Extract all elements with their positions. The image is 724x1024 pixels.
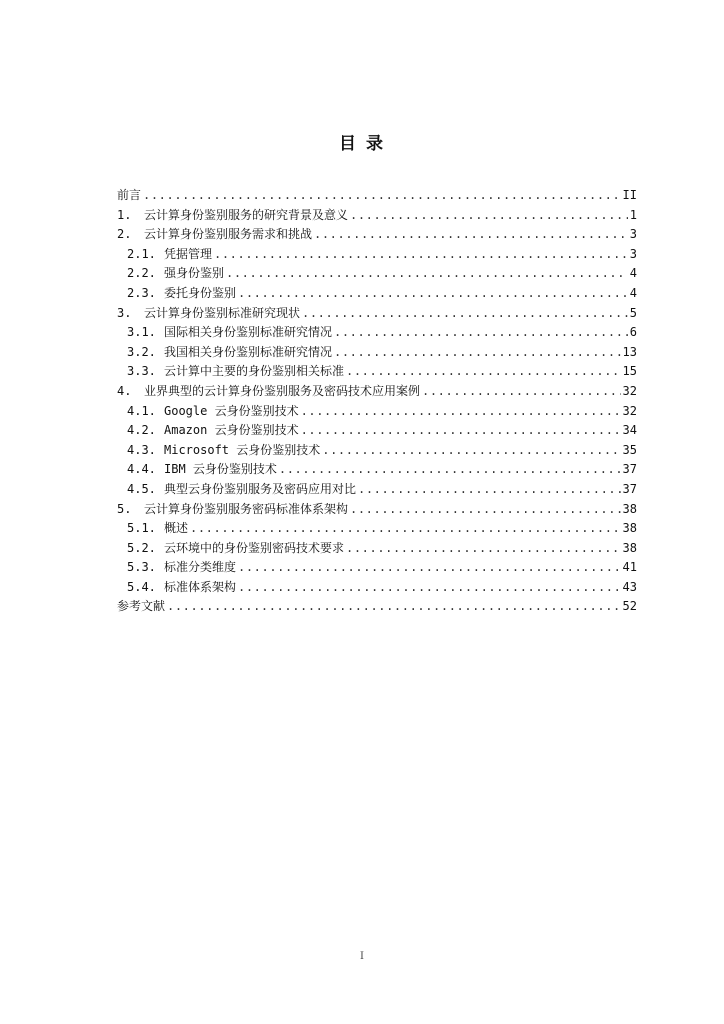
toc-entry[interactable] (117, 264, 637, 284)
toc-entry-title: Amazon 云身份鉴别技术 (164, 423, 299, 438)
toc-entry-page: 37 (622, 481, 637, 496)
toc-entry-title: 凭据管理 (164, 246, 213, 261)
toc-dot-leader (322, 441, 620, 461)
toc-entry-number: 5.4. (127, 579, 156, 594)
toc-entry-page: 38 (622, 521, 637, 536)
toc-entry[interactable] (117, 343, 637, 363)
toc-entry-title: 标准分类维度 (164, 560, 237, 575)
toc-entry-page: 15 (622, 364, 637, 379)
toc-entry-number: 2. (117, 227, 132, 242)
toc-entry-title: 我国相关身份鉴别标准研究情况 (164, 344, 333, 359)
toc-entry-number: 3. (117, 305, 132, 320)
page-number: I (360, 951, 364, 962)
toc-entry[interactable] (117, 597, 637, 617)
toc-entry-page: 32 (622, 383, 637, 398)
toc-entry-title: 云计算身份鉴别服务的研究背景及意义 (144, 207, 349, 222)
toc-entry-title: 云计算中主要的身份鉴别相关标准 (164, 364, 345, 379)
toc-dot-leader (302, 304, 628, 324)
toc-entry[interactable] (117, 500, 637, 520)
toc-entry-number: 4.5. (127, 481, 156, 496)
toc-entry-title: 概述 (164, 521, 189, 536)
toc-entry-page: 43 (622, 579, 637, 594)
toc-entry-title: Google 云身份鉴别技术 (164, 403, 299, 418)
toc-dot-leader (279, 460, 621, 480)
toc-entry[interactable] (117, 480, 637, 500)
toc-entry-title: 云环境中的身份鉴别密码技术要求 (164, 540, 345, 555)
toc-entry-title: 云计算身份鉴别服务需求和挑战 (144, 227, 313, 242)
toc-entry-page: 13 (622, 344, 637, 359)
toc-dot-leader (301, 402, 621, 422)
toc-dot-leader (422, 382, 621, 402)
toc-entry-page: 5 (629, 305, 637, 320)
table-of-contents (117, 186, 637, 617)
toc-dot-leader (238, 284, 628, 304)
toc-dot-leader (346, 539, 621, 559)
toc-entry-page: 38 (622, 540, 637, 555)
toc-entry[interactable] (117, 519, 637, 539)
toc-entry[interactable] (117, 304, 637, 324)
toc-entry-page: 3 (629, 227, 637, 242)
toc-entry[interactable] (117, 245, 637, 265)
toc-entry[interactable] (117, 382, 637, 402)
toc-entry-title: 云计算身份鉴别服务密码标准体系架构 (144, 501, 349, 516)
toc-entry[interactable] (117, 460, 637, 480)
toc-entry[interactable] (117, 539, 637, 559)
toc-entry-number: 1. (117, 207, 132, 222)
toc-dot-leader (167, 597, 621, 617)
toc-entry-page: 35 (622, 442, 637, 457)
toc-entry-number: 2.2. (127, 266, 156, 281)
toc-entry[interactable] (117, 323, 637, 343)
toc-dot-leader (226, 264, 628, 284)
toc-entry-title: 国际相关身份鉴别标准研究情况 (164, 325, 333, 340)
toc-entry-number: 3.2. (127, 344, 156, 359)
toc-dot-leader (301, 421, 621, 441)
toc-entry[interactable] (117, 578, 637, 598)
toc-dot-leader (214, 245, 628, 265)
toc-entry[interactable] (117, 402, 637, 422)
toc-entry-number: 3.1. (127, 325, 156, 340)
toc-entry-page: 34 (622, 423, 637, 438)
toc-entry-page: 4 (629, 285, 637, 300)
toc-dot-leader (350, 500, 621, 520)
page-title: 目 录 (339, 134, 385, 154)
toc-dot-leader (346, 362, 621, 382)
toc-dot-leader (143, 186, 621, 206)
toc-entry-title: 云计算身份鉴别标准研究现状 (144, 305, 301, 320)
toc-entry[interactable] (117, 421, 637, 441)
toc-entry-page: 38 (622, 501, 637, 516)
toc-entry-page: 41 (622, 560, 637, 575)
toc-entry-number: 3.3. (127, 364, 156, 379)
toc-dot-leader (334, 343, 621, 363)
toc-entry-number: 4.2. (127, 423, 156, 438)
toc-entry-page: 52 (622, 599, 637, 614)
toc-entry[interactable] (117, 558, 637, 578)
toc-dot-leader (238, 558, 621, 578)
toc-dot-leader (350, 206, 628, 226)
toc-entry[interactable] (117, 441, 637, 461)
toc-entry-number: 5.1. (127, 521, 156, 536)
toc-entry-number: 4.3. (127, 442, 156, 457)
toc-entry-title: 典型云身份鉴别服务及密码应用对比 (164, 481, 357, 496)
toc-dot-leader (358, 480, 621, 500)
toc-dot-leader (334, 323, 628, 343)
toc-entry-number: 4.4. (127, 462, 156, 477)
toc-entry-number: 5.3. (127, 560, 156, 575)
toc-dot-leader (238, 578, 621, 598)
toc-entry-title: 强身份鉴别 (164, 266, 225, 281)
toc-entry-page: 37 (622, 462, 637, 477)
toc-entry-title: 委托身份鉴别 (164, 285, 237, 300)
toc-entry-number: 5.2. (127, 540, 156, 555)
toc-entry[interactable] (117, 225, 637, 245)
toc-entry-title: IBM 云身份鉴别技术 (164, 462, 277, 477)
toc-entry-number: 5. (117, 501, 132, 516)
toc-entry-title: 参考文献 (117, 599, 166, 614)
toc-entry[interactable] (117, 284, 637, 304)
toc-entry[interactable] (117, 362, 637, 382)
toc-entry-number: 4.1. (127, 403, 156, 418)
toc-entry-page: 1 (629, 207, 637, 222)
toc-entry-page: 6 (629, 325, 637, 340)
toc-entry-title: 业界典型的云计算身份鉴别服务及密码技术应用案例 (144, 383, 421, 398)
toc-entry-page: 4 (629, 266, 637, 281)
toc-entry-number: 4. (117, 383, 132, 398)
toc-entry-page: 3 (629, 246, 637, 261)
toc-dot-leader (190, 519, 621, 539)
toc-entry-title: 标准体系架构 (164, 579, 237, 594)
toc-entry-page: II (622, 188, 637, 202)
toc-entry-title: 前言 (117, 188, 142, 202)
toc-entry[interactable] (117, 186, 637, 206)
toc-entry-page: 32 (622, 403, 637, 418)
toc-dot-leader (314, 225, 628, 245)
toc-entry-number: 2.3. (127, 285, 156, 300)
toc-entry-title: Microsoft 云身份鉴别技术 (164, 442, 321, 457)
toc-entry-number: 2.1. (127, 246, 156, 261)
toc-entry[interactable] (117, 206, 637, 226)
